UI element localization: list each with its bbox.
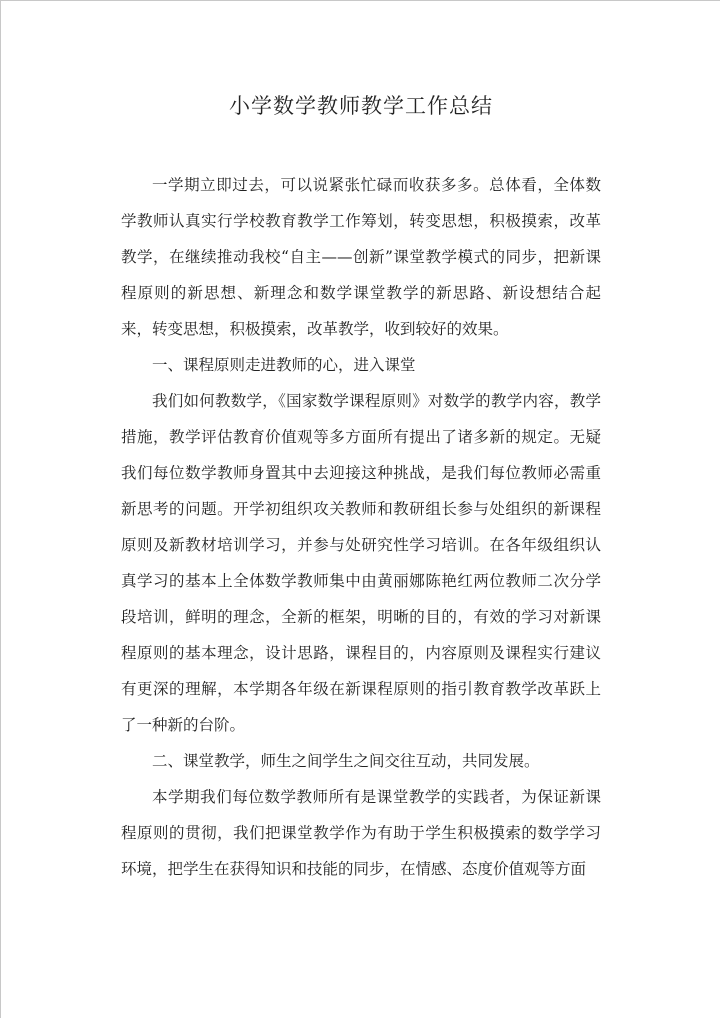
section-heading-2: 二、课堂教学，师生之间学生之间交往互动，共同发展。 bbox=[152, 752, 540, 770]
document-title: 小学数学教师教学工作总结 bbox=[229, 94, 493, 118]
section-2-paragraph: 本学期我们每位数学教师所有是课堂教学的实践者，为保证新课程原则的贯彻，我们把课堂教学作为有助于学生积极摸索的数学学习环境，把学生在获得知识和技能的同步，在情感、态度价值观等方面 bbox=[121, 788, 601, 878]
document-body bbox=[121, 167, 601, 887]
section-1-paragraph: 我们如何教数学，《国家数学课程原则》对数学的教学内容，教学措施，教学评估教育价值观等多方面所有提出了诸多新的规定。无疑我们每位数学教师身置其中去迎接这种挑战，是我们每位教师必需重新思考的问题。开学初组织攻关教师和教研组长参与处组织的新课程原则及新教材培训学习，并参与处研究性学习培训。在各年级组织认真学习的基本上全体数学教师集中由黄丽娜陈艳红两位教师二次分学段培训，鲜明的理念，全新的框架，明晰的目的，有效的学习对新课程原则的基本理念，设计思路，课程目的，内容原则及课程实行建议有更深的理解，本学期各年级在新课程原则的指引教育教学改革跃上了一种新的台阶。 bbox=[121, 392, 601, 734]
intro-paragraph: 一学期立即过去，可以说紧张忙碌而收获多多。总体看，全体数学教师认真实行学校教育教学工作筹划，转变思想，积极摸索，改革教学，在继续推动我校“自主——创新”课堂教学模式的同步，把新课程原则的新思想、新理念和数学课堂教学的新思路、新设想结合起来，转变思想，积极摸索，改革教学，收到较好的效果。 bbox=[121, 176, 601, 338]
section-heading-1: 一、课程原则走进教师的心，进入课堂 bbox=[152, 356, 416, 374]
